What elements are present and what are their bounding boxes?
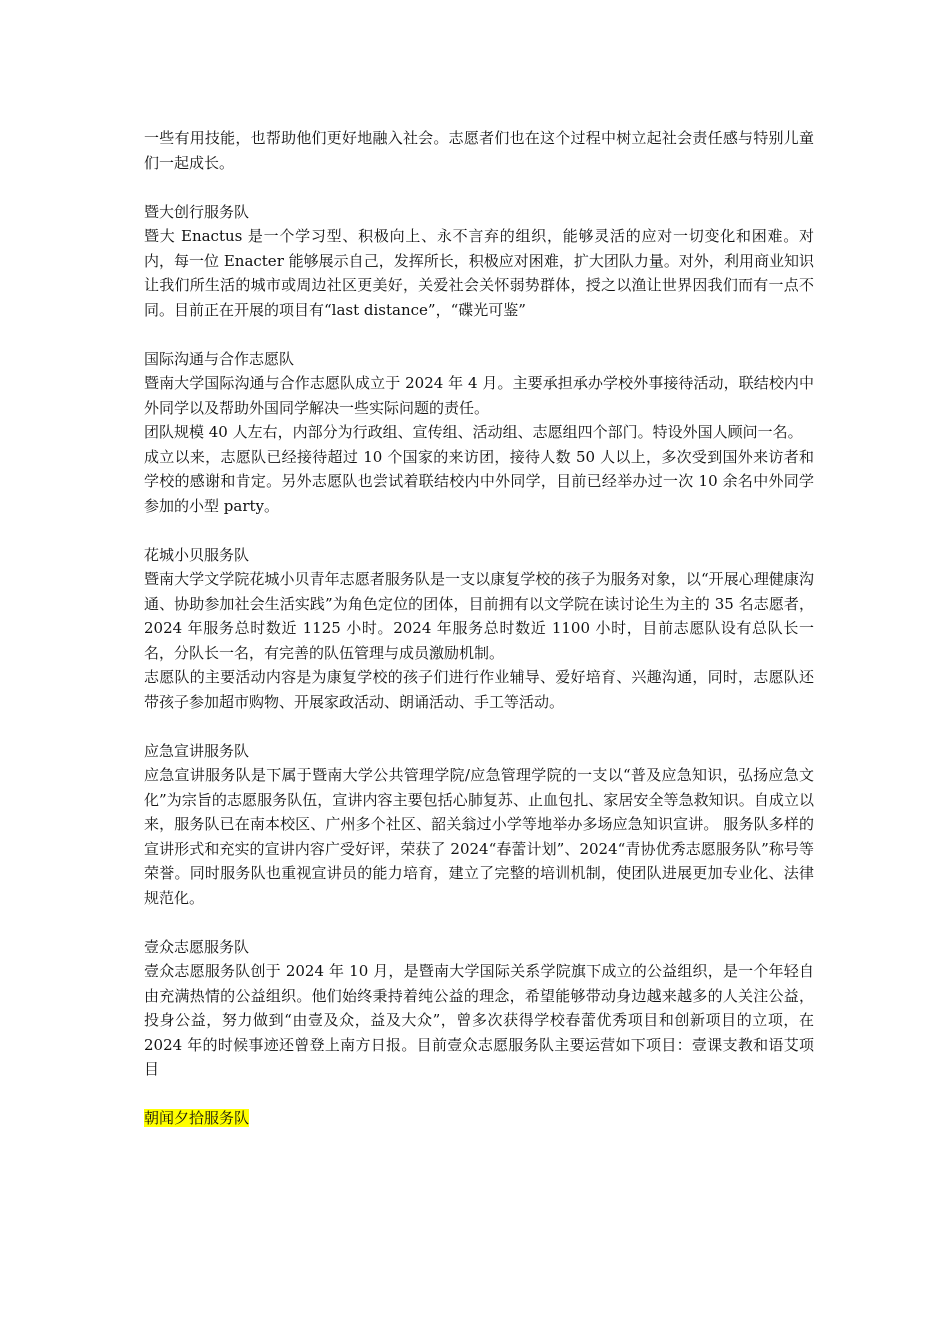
section-paragraph: 壹众志愿服务队创于 2024 年 10 月，是暨南大学国际关系学院旗下成立的公益组织，是一个年轻自由充满热情的公益组织。他们始终秉持着纯公益的理念，希望能够带动身边越来越多的人关注公益，投身公益，努力做到“由壹及众，益及大众”，曾多次获得学校春蕾优秀项目和创新项目的立项，在 2024 年的时候事迹还曾登上南方日报。目前壹众志愿服务队主要运营如下项目：壹课支教和语艾项目 [144,962,814,1078]
paragraph-spacer [144,910,814,935]
paragraph-spacer [144,175,814,200]
highlighted-heading-text: 朝闻夕拾服务队 [144,1109,250,1127]
section-paragraph: 应急宣讲服务队是下属于暨南大学公共管理学院/应急管理学院的一支以“普及应急知识，弘扬应急文化”为宗旨的志愿服务队伍，宣讲内容主要包括心肺复苏、止血包扎、家居安全等急救知识。自成立以来，服务队已在南本校区、广州多个社区、韶关翁过小学等地举办多场应急知识宣讲。 服务队多样的宣讲形式和充实的宣讲内容广受好评，荣获了 2024“春蕾计划”、2024“青协优秀志愿服务队”称号等荣誉。同时服务队也重视宣讲员的能力培育，建立了完整的培训机制，使团队进展更加专业化、法律规范化。 [144,766,814,907]
section-paragraph: 成立以来，志愿队已经接待超过 10 个国家的来访团，接待人数 50 人以上，多次受到国外来访者和学校的感谢和肯定。另外志愿队也尝试着联结校内中外同学，目前已经举办过一次 10 余名中外同学参加的小型 party。 [144,447,814,515]
section-paragraph: 暨南大学文学院花城小贝青年志愿者服务队是一支以康复学校的孩子为服务对象，以“开展心理健康沟通、协助参加社会生活实践”为角色定位的团体，目前拥有以文学院在读讨论生为主的 35 名志愿者，2024 年服务总时数近 1125 小时。2024 年服务总时数近 1100 小时，目前志愿队设有总队长一名，分队长一名，有完善的队伍管理与成员激励机制。 [144,570,814,662]
paragraph-spacer [144,322,814,347]
final-heading [144,1106,814,1131]
section-heading-enactus: 暨大创行服务队 [144,202,250,221]
section-paragraph: 团队规模 40 人左右，内部分为行政组、宣传组、活动组、志愿组四个部门。特设外国人顾问一名。 [144,423,803,441]
section-paragraph: 暨大 Enactus 是一个学习型、积极向上、永不言弃的组织，能够灵活的应对一切变化和困难。对内，每一位 Enacter 能够展示自己，发挥所长，积极应对困难，扩大团队力量。对外，利用商业知识让我们所生活的城市或周边社区更美好，关爱社会关怀弱势群体，授之以渔让世界因我们而有一点不同。目前正在开展的项目有“last distance”，“碟光可鉴” [144,227,814,319]
section-heading-international: 国际沟通与合作志愿队 [144,349,295,368]
section-paragraph: 暨南大学国际沟通与合作志愿队成立于 2024 年 4 月。主要承担承办学校外事接待活动，联结校内中外同学以及帮助外国同学解决一些实际问题的责任。 [144,374,814,417]
paragraph-spacer [144,518,814,543]
section-heading-yizhong: 壹众志愿服务队 [144,937,250,956]
paragraph-spacer [144,714,814,739]
document-body [144,126,814,1131]
paragraph-spacer [144,1082,814,1107]
section-heading-huacheng: 花城小贝服务队 [144,545,250,564]
intro-paragraph: 一些有用技能，也帮助他们更好地融入社会。志愿者们也在这个过程中树立起社会责任感与特别儿童们一起成长。 [144,129,814,172]
section-paragraph: 志愿队的主要活动内容是为康复学校的孩子们进行作业辅导、爱好培育、兴趣沟通，同时，志愿队还带孩子参加超市购物、开展家政活动、朗诵活动、手工等活动。 [144,668,814,711]
section-heading-emergency: 应急宣讲服务队 [144,741,250,760]
